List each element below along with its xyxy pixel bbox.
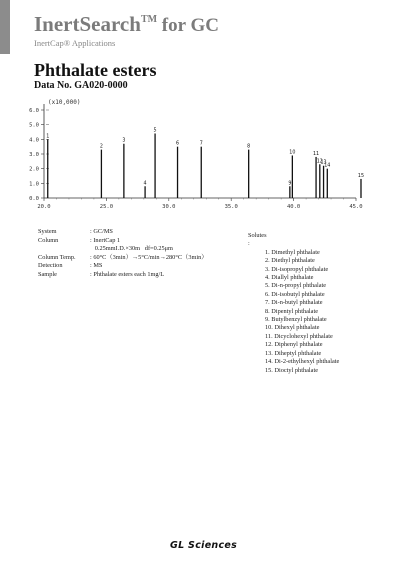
condition-value: : 60°C（3min）→5°C/min→280°C（3min） [90,253,208,261]
condition-key: Sample [38,270,57,278]
y-tick-label: 5.0 [29,122,39,129]
solute-item: 2. Diethyl phthalate [265,257,315,265]
solute-item: 5. Di-n-propyl phthalate [265,282,327,290]
header-accent-bar [0,0,10,54]
solute-item: 10. Dihexyl phthalate [265,324,320,332]
brand-suffix: for GC [157,15,219,36]
peak-label: 15 [357,173,365,179]
solute-item: 14. Di-2-ethylhexyl phthalate [265,358,340,366]
condition-row [38,271,208,280]
peak-label: 1 [46,134,50,140]
solute-item: 9. Butylbenzyl phthalate [265,316,327,324]
solute-item: 4. Diallyl phthalate [265,274,314,282]
solutes-list [248,232,339,375]
solute-item: 8. Dipentyl phthalate [265,307,318,315]
condition-key: Column Temp. [38,253,76,261]
x-tick-label: 45.0 [349,204,363,210]
brand-subtitle: InertCap® Applications [34,38,116,48]
peak-label: 12 [316,159,323,165]
peak-label: 11 [313,151,320,157]
trademark-mark: TM [140,14,158,25]
chromatogram-chart [0,92,400,222]
peak-label: 3 [122,138,126,144]
peak-label: 5 [153,128,157,134]
peak-label: 6 [176,141,180,147]
x-tick-label: 25.0 [99,204,114,210]
condition-row [38,245,208,254]
solute-item: 7. Di-n-butyl phthalate [265,299,323,307]
condition-value: : InertCap 1 [90,236,121,244]
y-tick-label: 0.0 [29,196,39,202]
y-tick-label: 4.0 [29,137,39,144]
x-tick-label: 20.0 [37,204,51,210]
peak-label: 7 [199,141,203,147]
condition-row [38,262,208,271]
solute-item: 3. Di-isopropyl phthalate [265,265,329,273]
gl-sciences-logo: GL Sciences [170,540,238,551]
x-tick-label: 40.0 [286,204,301,210]
data-number: Data No. GA020-0000 [34,80,128,91]
condition-value: : MS [90,262,103,270]
condition-key: Column [38,236,59,244]
y-tick-label: 2.0 [29,166,39,173]
solute-item: 11. Dicyclohexyl phthalate [265,332,333,340]
page-title: Phthalate esters [34,60,157,80]
condition-value: 0.25mmI.D.×30m df=0.25μm [90,245,173,253]
solute-item: 1. Dimethyl phthalate [265,248,320,256]
condition-row [38,228,208,237]
solute-item: 12. Diphenyl phthalate [265,341,323,349]
condition-row [38,254,208,263]
condition-key: System [38,228,57,235]
brand-title [34,12,219,37]
brand-name: InertSearch [34,12,141,36]
peak-label: 8 [247,144,251,150]
solute-item: 6. Di-isobutyl phthalate [265,290,325,298]
condition-key [38,245,90,254]
condition-value: : Phthalate esters each 1mg/L [90,270,165,278]
scale-label: (x10,000) [48,99,81,106]
solutes-label: Solutes : [248,232,267,248]
condition-key: Detection [38,262,63,270]
x-tick-label: 30.0 [162,204,176,210]
condition-row [38,237,208,246]
x-tick-label: 35.0 [224,204,238,210]
y-tick-label: 3.0 [29,152,39,158]
conditions-table [38,228,208,280]
peak-label: 2 [99,144,103,150]
y-tick-label: 1.0 [29,181,39,188]
peak-label: 10 [289,150,296,156]
peak-label: 9 [288,181,292,187]
peak-label: 14 [324,163,331,169]
peak-label: 4 [143,181,147,187]
condition-value: : GC/MS [90,228,113,235]
solute-item: 13. Diheptyl phthalate [265,349,322,357]
solute-item: 15. Dioctyl phthalate [265,366,318,374]
y-tick-label: 6.0 [29,108,39,114]
peak-label: 13 [320,160,327,166]
